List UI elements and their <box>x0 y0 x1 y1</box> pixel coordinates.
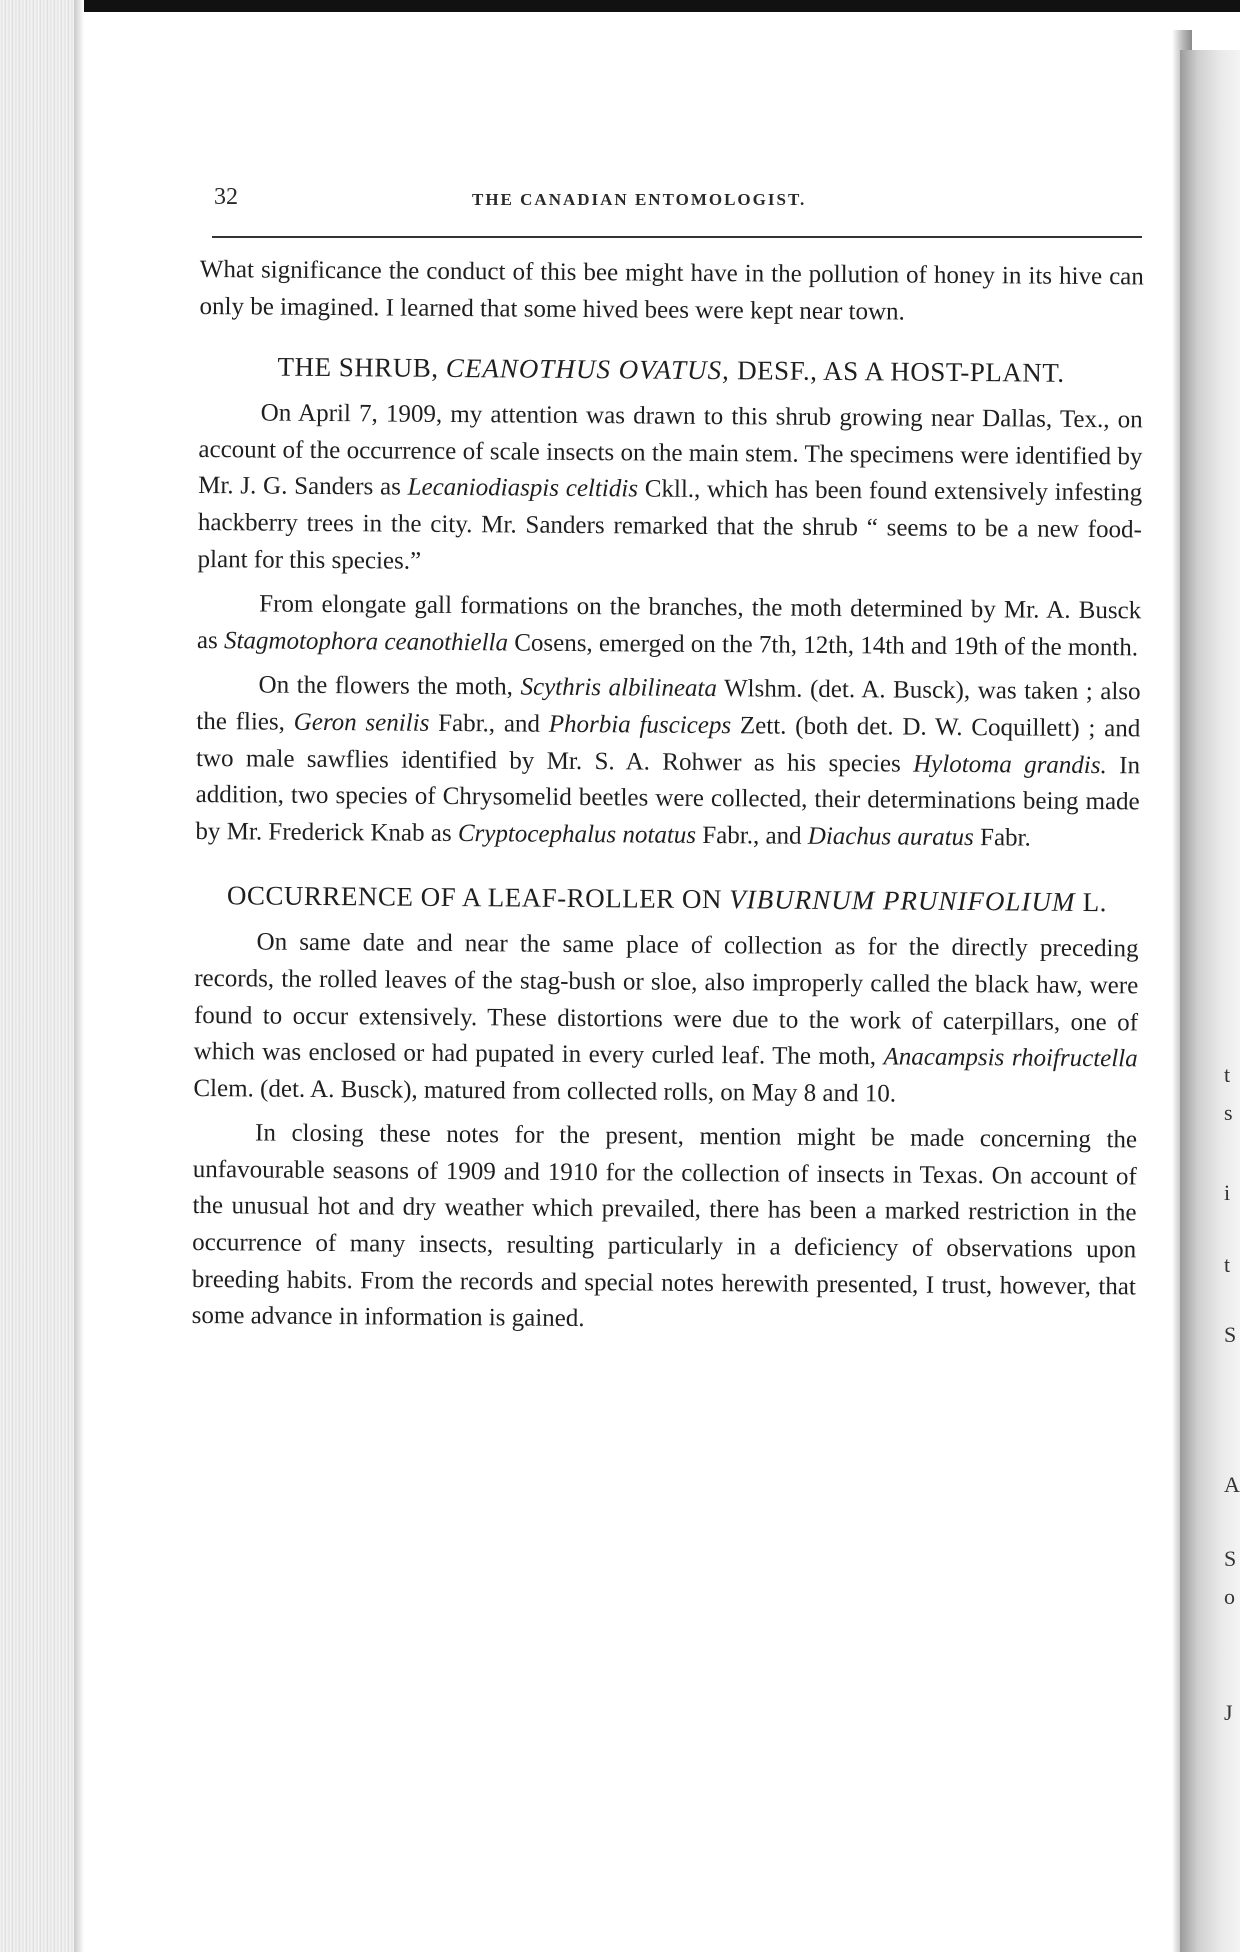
heading-text: THE SHRUB, <box>277 351 446 384</box>
text-run: Ckll., which has been found extensively infesting hackberry trees in the city. Mr. Sanders remarked that the shrub “ seems to be a new food-plant for this species.” <box>197 475 1143 575</box>
paragraph-leaf-roller <box>193 924 1138 1114</box>
text-run: Fabr. <box>973 823 1031 852</box>
text-run: On April 7, 1909, my attention was drawn to this shrub growing near Dallas, Tex., on account of the occurrence of scale insects on the main stem. The specimens were identified by Mr. J. G. Sanders as <box>198 399 1143 502</box>
facing-page-fragment: t <box>1224 1062 1231 1087</box>
section-heading-ceanothus <box>199 351 1143 388</box>
taxon-name: Hylotoma grandis. <box>913 750 1107 779</box>
taxon-name: Cryptocephalus notatus <box>457 819 697 849</box>
running-head <box>214 178 1144 218</box>
text-run: Fabr., and <box>429 709 549 738</box>
heading-text: OCCURRENCE OF A LEAF-ROLLER ON <box>226 880 730 915</box>
heading-taxon: VIBURNUM PRUNIFOLIUM <box>729 884 1076 918</box>
paragraph-gall-moth <box>197 586 1142 667</box>
text-run: From elongate gall formations on the branches, the moth determined by Mr. A. Busck as <box>196 590 1142 654</box>
journal-title: THE CANADIAN ENTOMOLOGIST. <box>472 190 807 209</box>
facing-page-fragment: S <box>1224 1546 1237 1571</box>
taxon-name: Geron senilis <box>293 708 430 737</box>
taxon-name: Anacampsis rhoifructella <box>883 1043 1138 1073</box>
scan-top-edge <box>0 0 1240 12</box>
facing-page-fragment: o <box>1224 1584 1235 1609</box>
text-run: On same date and near the same place of collection as for the directly preceding records, the rolled leaves of the stag-bush or sloe, also improperly called the black haw, were found to occur extensively. These distortions were due to the work of caterpillars, one of which was enclosed or had pupated in every curled leaf. The moth, <box>193 928 1139 1071</box>
text-run: Zett. (both det. D. W. Coquillett) ; and two male sawflies identified by Mr. S. A. Rohwer as his species <box>195 712 1141 778</box>
taxon-name: Phorbia fusciceps <box>548 710 732 740</box>
paragraph-scale-insects <box>197 395 1142 585</box>
facing-page-fragment: S <box>1224 1322 1237 1347</box>
facing-page-edge <box>1180 50 1240 1952</box>
text-run: Cosens, emerged on the 7th, 12th, 14th and 19th of the month. <box>507 629 1139 662</box>
paragraph-flower-visitors <box>195 667 1140 857</box>
heading-taxon: CEANOTHUS OVATUS, <box>445 353 731 386</box>
taxon-name: Stagmotophora ceanothiella <box>223 626 509 657</box>
text-run: Wlshm. (det. A. Busck), was taken ; also the flies, <box>196 675 1141 736</box>
text-run: In addition, two species of Chrysomelid beetles were collected, their determinations being made by Mr. Frederick Knab as <box>195 751 1141 847</box>
taxon-name: Diachus auratus <box>807 822 974 851</box>
facing-page-fragment: s <box>1224 1100 1233 1125</box>
section-heading-viburnum <box>195 880 1139 917</box>
article-body <box>191 252 1143 1342</box>
heading-text: DESF., AS A HOST-PLANT. <box>729 355 1065 388</box>
text-run: Clem. (det. A. Busck), matured from collected rolls, on May 8 and 10. <box>193 1074 897 1108</box>
book-binding <box>0 0 82 1952</box>
text-run: On the flowers the moth, <box>258 671 521 701</box>
facing-page-fragment: t <box>1224 1252 1231 1277</box>
text-run: Fabr., and <box>695 821 808 850</box>
header-rule <box>212 236 1142 238</box>
facing-page-fragment: i <box>1224 1180 1231 1205</box>
intro-paragraph: What significance the conduct of this bee might have in the pollution of honey in its hive can only be imagined. I learned that some hived bees were kept near town. <box>199 255 1144 326</box>
paragraph-closing: In closing these notes for the present, mention might be made concerning the unfavourable seasons of 1909 and 1910 for the collection of insects in Texas. On account of the unusual hot and dry weather which prevailed, there has been a marked restriction in the occurrence of many insects, resulting particularly in a deficiency of observations upon breeding habits. From the records and special notes herewith presented, I trust, however, that some advance in information is gained. <box>191 1119 1138 1333</box>
heading-text: L. <box>1075 887 1108 918</box>
binding-shadow <box>74 0 84 1952</box>
taxon-name: Lecaniodiaspis celtidis <box>407 474 639 503</box>
facing-page-fragment: A <box>1224 1472 1240 1497</box>
facing-page-fragment: J <box>1224 1700 1233 1725</box>
page-number: 32 <box>214 184 238 210</box>
taxon-name: Scythris albilineata <box>520 673 718 703</box>
